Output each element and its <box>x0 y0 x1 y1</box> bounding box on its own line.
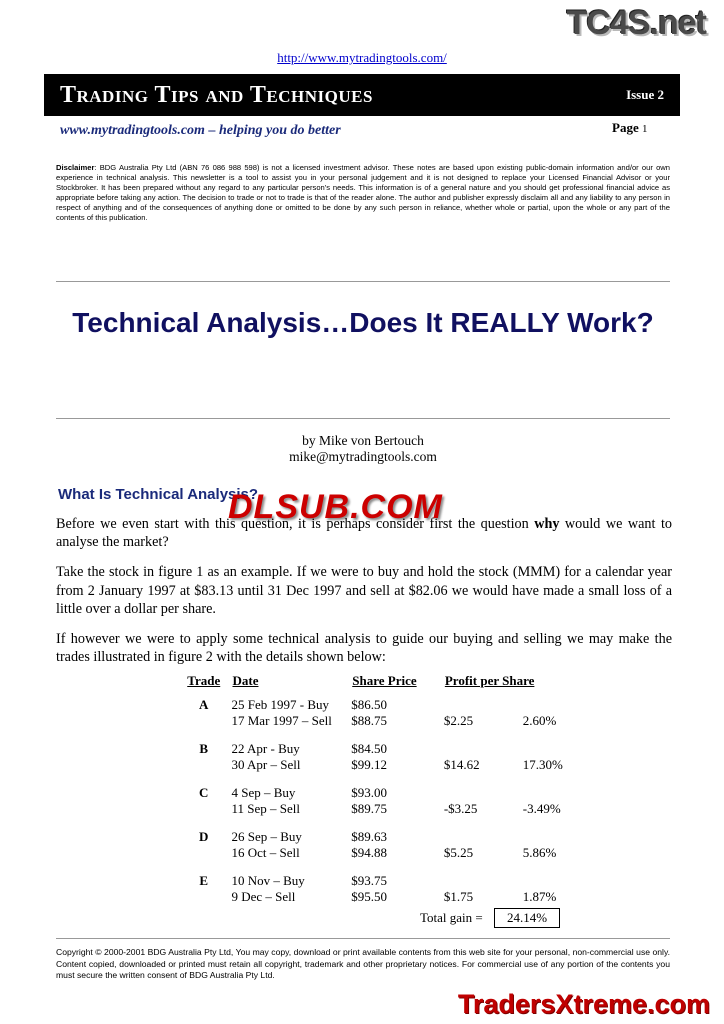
table-row <box>176 801 596 817</box>
column-header-profit: Profit per Share <box>444 673 535 688</box>
byline <box>56 433 670 465</box>
trade-profit: $2.25 <box>443 713 474 728</box>
page-number: 1 <box>641 123 648 135</box>
trade-letter: A <box>199 697 209 712</box>
trades-table-body <box>176 697 596 905</box>
trade-date: 22 Apr - Buy <box>231 741 300 756</box>
paragraph-1-text: Before we even start with this question, it is perhaps consider first the question why would we want to analyse the market? <box>56 516 672 551</box>
masthead-subhead: www.mytradingtools.com – helping you do better <box>60 123 341 138</box>
trades-table <box>176 672 596 905</box>
page-indicator <box>612 120 647 136</box>
masthead-banner <box>44 74 680 116</box>
table-row <box>176 829 596 845</box>
trade-profit <box>444 785 523 801</box>
divider-footer <box>56 938 670 939</box>
byline-author: by Mike von Bertouch <box>302 433 424 448</box>
trade-price: $93.00 <box>351 785 387 800</box>
trade-date: 11 Sep – Sell <box>231 801 300 816</box>
total-gain-label: Total gain = <box>420 910 483 925</box>
masthead-title: Trading Tips and Techniques <box>60 81 373 108</box>
trade-pct <box>523 785 596 801</box>
table-row <box>176 845 596 861</box>
trade-pct: -3.49% <box>522 801 561 816</box>
watermark-top-right: TC4S.net <box>566 4 706 42</box>
trade-letter: C <box>199 785 209 800</box>
table-row <box>176 873 596 889</box>
article-title: Technical Analysis…Does It REALLY Work? <box>72 307 654 338</box>
trade-date: 10 Nov – Buy <box>231 873 305 888</box>
page-label-text: Page <box>612 120 639 135</box>
trade-profit: $14.62 <box>443 757 480 772</box>
trade-date: 4 Sep – Buy <box>231 785 296 800</box>
table-row-spacer <box>176 773 596 785</box>
disclaimer-text: : BDG Australia Pty Ltd (ABN 76 086 988 598) is not a licensed investment advisor. These notes are based upon existing public-domain information and/or our own experience in technical analysis. This newsletter is a tool to assist you in your personal judgement and it is not designed to replace your Licensed Financial Advisor or your Stockbroker. It has been prepared without any regard to any particular person's needs. This information is of a general nature and you should get professional financial advice as appropriate before taking any action. The decision to trade or not to trade is that of the reader alone. The author and publisher expressly disclaim all and any liability to any person in respect of anything and of the consequences of anything done or omitted to be done by any such person in reliance, whether whole or partial, upon the whole or any part of the contents of this publication. <box>56 163 670 223</box>
trade-price: $88.75 <box>351 713 387 728</box>
trade-profit <box>444 873 523 889</box>
trade-profit: $5.25 <box>443 845 474 860</box>
trade-date: 9 Dec – Sell <box>231 889 296 904</box>
trade-date: 30 Apr – Sell <box>231 757 301 772</box>
table-row-spacer <box>176 729 596 741</box>
article-body <box>56 515 672 678</box>
trade-price: $99.12 <box>351 757 387 772</box>
disclaimer-label: Disclaimer <box>56 163 95 172</box>
total-gain-row <box>420 908 560 928</box>
trade-price: $95.50 <box>351 889 387 904</box>
trade-price: $89.63 <box>351 829 387 844</box>
trade-pct <box>523 873 596 889</box>
table-row <box>176 785 596 801</box>
trade-date: 26 Sep – Buy <box>231 829 302 844</box>
trade-price: $84.50 <box>351 741 387 756</box>
copyright-notice: Copyright © 2000-2001 BDG Australia Pty Ltd, You may copy, download or print available contents from this web site for your personal, non-commercial use only. Content copied, downloaded or printed must retain all copyright, trademark and other proprietary notices. For commercial use of any portion of the contents you must secure the written consent of BDG Australia Pty Ltd. <box>56 947 670 981</box>
table-row <box>176 713 596 729</box>
newsletter-url-link[interactable]: http://www.mytradingtools.com/ <box>277 50 447 65</box>
trade-date: 16 Oct – Sell <box>231 845 300 860</box>
trade-pct: 1.87% <box>522 889 557 904</box>
divider-top <box>56 281 670 282</box>
column-header-trade: Trade <box>187 673 221 688</box>
column-header-price: Share Price <box>352 673 417 688</box>
newsletter-url <box>0 50 724 66</box>
table-row <box>176 741 596 757</box>
trade-price: $86.50 <box>351 697 387 712</box>
watermark-bottom-right: TradersXtreme.com <box>457 989 710 1019</box>
column-header-date: Date <box>232 673 259 688</box>
trade-price: $93.75 <box>351 873 387 888</box>
trade-pct: 5.86% <box>522 845 557 860</box>
paragraph-2: Take the stock in figure 1 as an example. If we were to buy and hold the stock (MMM) for a calendar year from 2 January 1997 at $83.13 until 31 Dec 1997 and sell at $82.06 we would have made a small loss of a little over a dollar per share. <box>56 564 672 617</box>
paragraph-3: If however we were to apply some technical analysis to guide our buying and selling we may make the trades illustrated in figure 2 with the details shown below: <box>56 630 672 666</box>
table-row <box>176 697 596 713</box>
disclaimer-block <box>56 163 670 223</box>
trade-pct <box>523 741 596 757</box>
table-row-spacer <box>176 817 596 829</box>
table-row <box>176 889 596 905</box>
issue-number: Issue 2 <box>626 87 664 102</box>
table-row <box>176 757 596 773</box>
divider-under-title <box>56 418 670 419</box>
trade-price: $89.75 <box>351 801 387 816</box>
trade-profit <box>444 829 523 845</box>
byline-email: mike@mytradingtools.com <box>289 449 437 465</box>
trade-pct <box>523 829 596 845</box>
trade-letter: D <box>199 829 209 844</box>
trade-pct <box>523 697 596 713</box>
trades-table-head <box>176 672 596 697</box>
section-heading: What Is Technical Analysis? <box>58 486 259 503</box>
trade-date: 17 Mar 1997 – Sell <box>231 713 332 728</box>
trade-letter: B <box>199 741 209 756</box>
trade-date: 25 Feb 1997 - Buy <box>231 697 329 712</box>
trade-letter: E <box>199 873 209 888</box>
trade-price: $94.88 <box>351 845 387 860</box>
table-row-spacer <box>176 861 596 873</box>
trade-pct: 17.30% <box>522 757 563 772</box>
trade-profit <box>444 741 523 757</box>
table-header-row <box>176 672 596 697</box>
total-gain-value: 24.14% <box>494 908 560 928</box>
trade-profit: -$3.25 <box>443 801 478 816</box>
watermark-center: DLSUB.COM <box>228 488 443 526</box>
trade-profit: $1.75 <box>443 889 474 904</box>
trade-profit <box>444 697 523 713</box>
trade-pct: 2.60% <box>522 713 557 728</box>
